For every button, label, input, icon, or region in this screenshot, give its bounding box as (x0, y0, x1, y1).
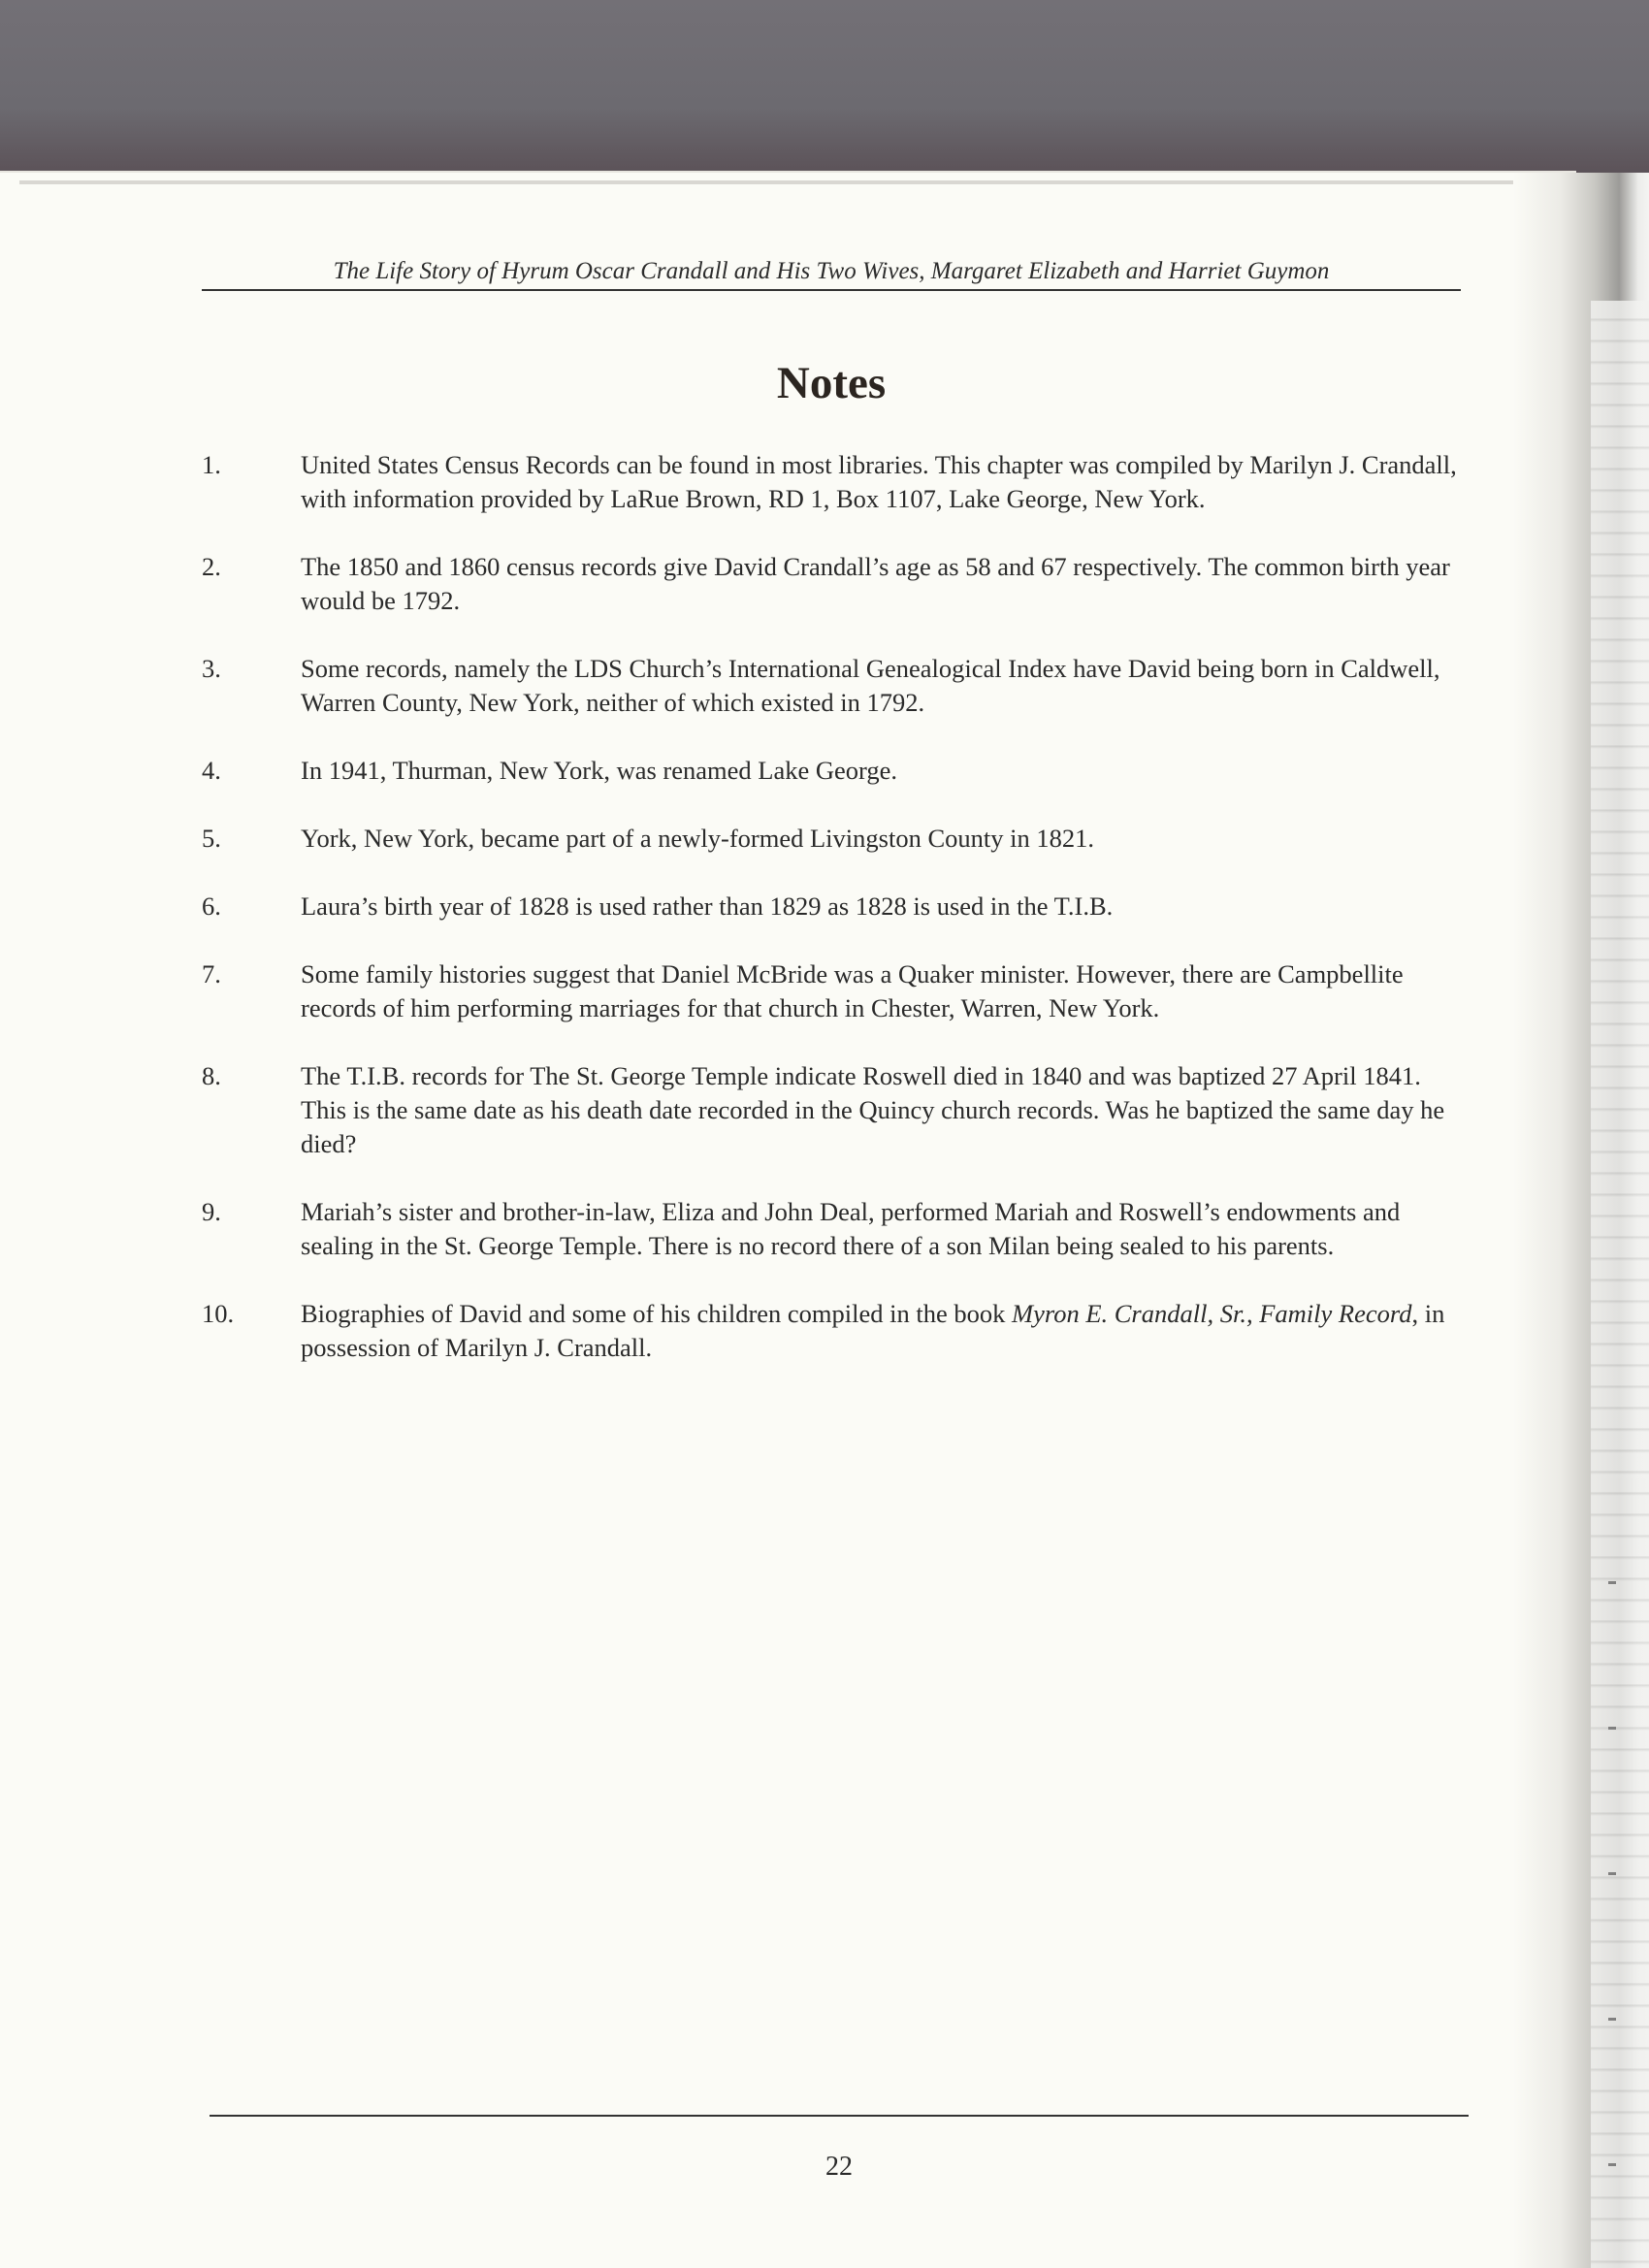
note-text: Some family histories suggest that Daniel McBride was a Quaker minister. However, there are Campbellite records of him performing marriages for that church in Chester, Warren, New York. (301, 959, 1404, 1022)
page-title: Notes (776, 358, 887, 408)
page-number: 22 (825, 2152, 853, 2182)
note-number: 4. (202, 756, 221, 785)
note-number: 9. (202, 1197, 221, 1226)
facing-page-mark (1608, 1581, 1616, 1584)
facing-page-mark (1608, 2163, 1616, 2166)
note-text: York, New York, became part of a newly-formed Livingston County in 1821. (301, 824, 1094, 853)
note-item (202, 448, 1463, 516)
note-text: The 1850 and 1860 census records give David Crandall’s age as 58 and 67 respectively. The common birth year would be 1792. (301, 552, 1450, 615)
note-number: 3. (202, 654, 221, 683)
book-title: Myron E. Crandall, Sr., Family Record (1012, 1299, 1412, 1328)
note-item (202, 822, 1463, 856)
note-text: United States Census Records can be found in most libraries. This chapter was compiled by Marilyn J. Crandall, with information provided by LaRue Brown, RD 1, Box 1107, Lake George, New York. (301, 450, 1457, 513)
note-item (202, 1195, 1463, 1263)
notes-list (202, 448, 1463, 1399)
note-item (202, 652, 1463, 720)
scanner-background-top (0, 0, 1649, 179)
running-header: The Life Story of Hyrum Oscar Crandall and His Two Wives, Margaret Elizabeth and Harriet Guymon (333, 258, 1330, 284)
note-number: 6. (202, 891, 221, 921)
facing-page-mark (1608, 2018, 1616, 2021)
facing-page-mark (1608, 1727, 1616, 1730)
note-text (301, 1297, 1463, 1365)
note-text: Some records, namely the LDS Church’s International Genealogical Index have David being born in Caldwell, Warren County, New York, neither of which existed in 1792. (301, 654, 1440, 717)
note-text: Laura’s birth year of 1828 is used rather than 1829 as 1828 is used in the T.I.B. (301, 891, 1114, 921)
note-item (202, 1059, 1463, 1161)
facing-page-edge (1591, 301, 1649, 2268)
note-item (202, 890, 1463, 923)
note-number: 5. (202, 824, 221, 853)
header-rule (202, 289, 1461, 291)
note-text: In 1941, Thurman, New York, was renamed Lake George. (301, 756, 897, 785)
note-item (202, 754, 1463, 788)
note-number: 8. (202, 1061, 221, 1090)
facing-page-mark (1608, 1872, 1616, 1875)
note-number: 10. (202, 1299, 235, 1328)
note-item (202, 957, 1463, 1025)
page-edge (19, 180, 1533, 184)
footer-rule (210, 2115, 1469, 2117)
note-text: Mariah’s sister and brother-in-law, Eliza and John Deal, performed Mariah and Roswell’s endowments and sealing in the St. George Temple. There is no record there of a son Milan being sealed to his parents. (301, 1197, 1401, 1260)
note-text: The T.I.B. records for The St. George Temple indicate Roswell died in 1840 and was baptized 27 April 1841. This is the same date as his death date recorded in the Quincy church records. Was he baptized the same day he died? (301, 1061, 1445, 1158)
note-text-part: Biographies of David and some of his children compiled in the book (301, 1299, 1013, 1328)
note-item (202, 550, 1463, 618)
note-number: 2. (202, 552, 221, 581)
note-text-part: , in possession of Marilyn J. Crandall. (301, 1299, 1445, 1362)
note-item (202, 1297, 1463, 1365)
note-number: 1. (202, 450, 221, 479)
note-number: 7. (202, 959, 221, 988)
